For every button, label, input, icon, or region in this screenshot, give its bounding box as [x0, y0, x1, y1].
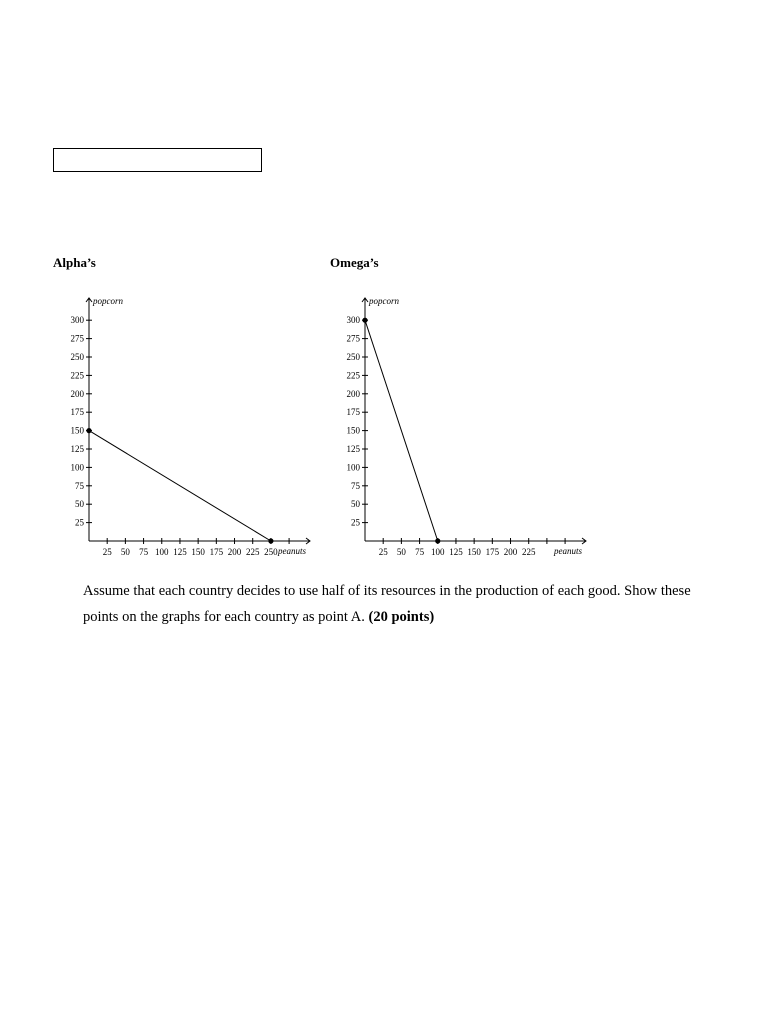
y-tick-label: 250 [346, 352, 360, 362]
x-axis-label: peanuts [554, 546, 582, 556]
y-tick-label: 250 [70, 352, 84, 362]
y-tick-label: 300 [70, 315, 84, 326]
x-tick-label: 150 [191, 547, 205, 557]
x-tick-label: 75 [139, 547, 149, 557]
x-tick-label: 25 [102, 547, 112, 557]
y-tick-label: 175 [346, 407, 360, 418]
ppf-endpoint [86, 428, 91, 433]
x-tick-label: 125 [173, 547, 187, 557]
x-tick-label: 175 [485, 547, 500, 557]
y-tick-label: 75 [75, 480, 84, 491]
x-axis-label: peanuts [278, 546, 306, 556]
x-tick-label: 50 [396, 547, 406, 557]
y-tick-label: 275 [346, 333, 360, 344]
y-tick-label: 50 [75, 499, 84, 510]
y-tick-label: 275 [70, 333, 84, 344]
y-axis-label: popcorn [93, 296, 123, 306]
y-tick-label: 225 [70, 370, 84, 381]
answer-box[interactable] [53, 148, 262, 172]
y-tick-label: 50 [351, 499, 360, 510]
omega-ppf-chart [326, 290, 586, 565]
y-axis-label: popcorn [369, 296, 399, 306]
x-tick-label: 150 [467, 547, 481, 557]
y-tick-label: 125 [346, 444, 360, 454]
question-body: Assume that each country decides to use half of its resources in the production of each good. Show these points on the graphs for each country as point A. [83, 583, 691, 625]
x-tick-label: 100 [155, 547, 169, 557]
ppf-endpoint [362, 318, 367, 323]
alpha-chart-title: Alpha’s [53, 255, 96, 270]
x-tick-label: 125 [449, 547, 463, 557]
y-tick-label: 25 [351, 517, 360, 528]
y-tick-label: 150 [70, 425, 84, 436]
y-tick-label: 125 [70, 444, 84, 454]
alpha-ppf-chart [50, 290, 310, 565]
y-tick-label: 175 [70, 407, 84, 418]
ppf-endpoint [435, 538, 440, 543]
x-tick-label: 250 [264, 547, 278, 557]
x-tick-label: 200 [503, 547, 518, 557]
ppf-line [89, 431, 271, 541]
ppf-line [365, 320, 438, 541]
x-tick-label: 25 [378, 547, 388, 557]
omega-chart-title: Omega’s [330, 255, 379, 270]
question-text [83, 578, 723, 630]
x-tick-label: 175 [209, 547, 224, 557]
x-tick-label: 100 [431, 547, 445, 557]
y-tick-label: 100 [70, 462, 84, 473]
y-tick-label: 100 [346, 462, 360, 473]
x-tick-label: 200 [227, 547, 242, 557]
y-tick-label: 200 [70, 388, 84, 399]
y-tick-label: 75 [351, 480, 360, 491]
y-tick-label: 25 [75, 517, 84, 528]
x-tick-label: 75 [415, 547, 425, 557]
y-tick-label: 225 [346, 370, 360, 381]
y-tick-label: 150 [346, 425, 360, 436]
ppf-endpoint [268, 538, 273, 543]
x-tick-label: 225 [245, 547, 260, 557]
y-tick-label: 300 [346, 315, 360, 326]
question-points: (20 points) [368, 609, 435, 625]
x-tick-label: 225 [521, 547, 536, 557]
x-tick-label: 50 [120, 547, 130, 557]
y-tick-label: 200 [346, 388, 360, 399]
